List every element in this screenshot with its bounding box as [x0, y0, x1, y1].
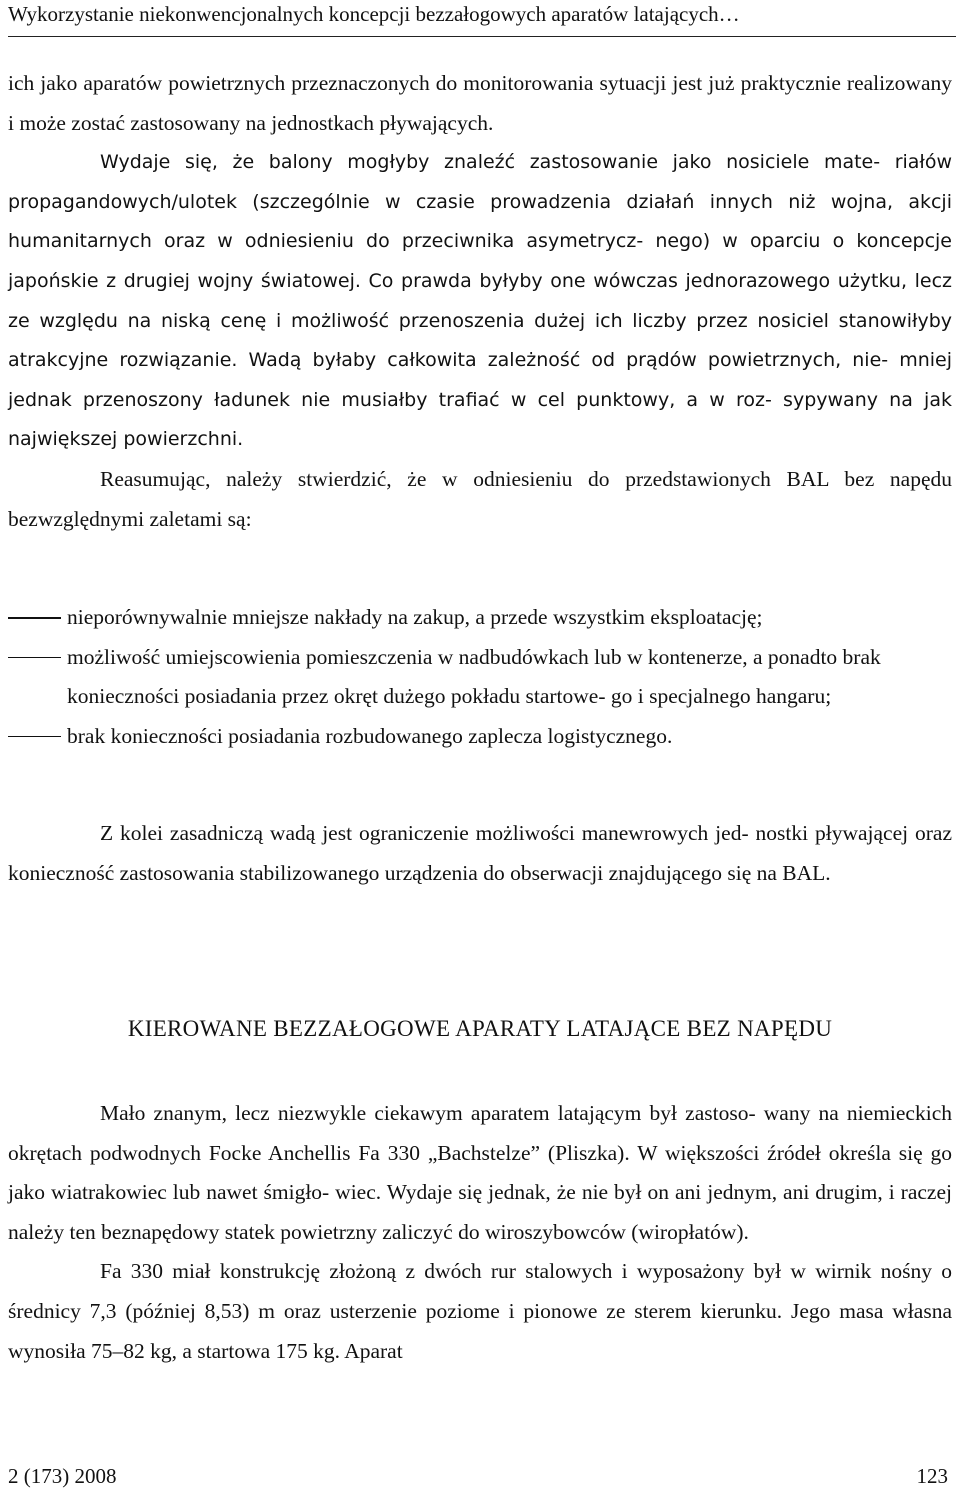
section-heading: KIEROWANE BEZZAŁOGOWE APARATY LATAJĄCE BEZ NAPĘDU [127, 1016, 833, 1041]
paragraph-6: Fa 330 miał konstrukcję złożoną z dwóch rur stalowych i wyposażony był w wirnik nośny o średnicy 7,3 (później 8,53) m oraz usterzenie poziome i pionowe ze sterem kierunku. Jego masa własna wynosiła 75–82 kg, a startowa 175 kg. Aparat [8, 1259, 952, 1363]
paragraph-5: Mało znanym, lecz niezwykle ciekawym aparatem latającym był zastoso- wany na niemieckich okrętach podwodnych Focke Anchellis Fa 330 „Bachstelze” (Pliszka). W większości źródeł określa się go jako wiatrakowiec lub nawet śmigło- wiec. Wydaje się jednak, że nie był on ani jednym, ani drugim, i raczej należy ten beznapędowy statek powietrzny zaliczyć do wiroszybowców (wiropłatów). [8, 1101, 952, 1244]
body-block-3 [8, 1094, 952, 1371]
dash-bullet-icon [8, 736, 61, 738]
dash-bullet-icon [8, 617, 61, 619]
advantages-list [8, 598, 952, 756]
paragraph-4: Z kolei zasadniczą wadą jest ograniczenie możliwości manewrowych jed- nostki pływającej oraz konieczność zastosowania stabilizowanego urządzenia do obserwacji znajdującego się na BAL. [8, 821, 952, 885]
footer-issue: 2 (173) 2008 [8, 1464, 117, 1488]
running-header: Wykorzystanie niekonwencjonalnych koncepcji bezzałogowych aparatów latających… [8, 0, 956, 37]
paragraph-2: Wydaje się, że balony mogłyby znaleźć zastosowanie jako nosiciele mate- riałów propagandowych/ulotek (szczególnie w czasie prowadzenia działań innych niż wojna, akcji humanitarnych oraz w odniesieniu do przeciwnika asymetrycz- nego) w oparciu o koncepcje japońskie z drugiej wojny światowej. Co prawda byłyby one wówczas jednorazowego użytku, lecz ze względu na niską cenę i możliwość przenoszenia dużej ich liczby przez nosiciel stanowiłyby atrakcyjne rozwiązanie. Wadą byłaby całkowita zależność od prądów powietrznych, nie- mniej jednak przenoszony ładunek nie musiałby trafiać w cel punktowy, a w roz- sypywany na jak największej powierzchni. [8, 151, 952, 451]
list-item: brak konieczności posiadania rozbudowanego zaplecza logistycznego. [8, 717, 952, 757]
paragraph-1: ich jako aparatów powietrznych przeznaczonych do monitorowania sytuacji jest już praktycznie realizowany i może zostać zastosowany na jednostkach pływających. [8, 71, 952, 135]
list-item: nieporównywalnie mniejsze nakłady na zakup, a przede wszystkim eksploatację; [8, 598, 952, 638]
dash-bullet-icon [8, 657, 61, 659]
footer-page-number: 123 [916, 1464, 948, 1488]
paragraph-3: Reasumując, należy stwierdzić, że w odniesieniu do przedstawionych BAL bez napędu bezwzględnymi zaletami są: [8, 466, 952, 531]
body-block-1 [8, 64, 952, 539]
list-item: możliwość umiejscowienia pomieszczenia w nadbudówkach lub w kontenerze, a ponadto brak konieczności posiadania przez okręt dużego pokładu startowe- go i specjalnego hangaru; [8, 638, 952, 717]
body-block-2 [8, 814, 952, 893]
